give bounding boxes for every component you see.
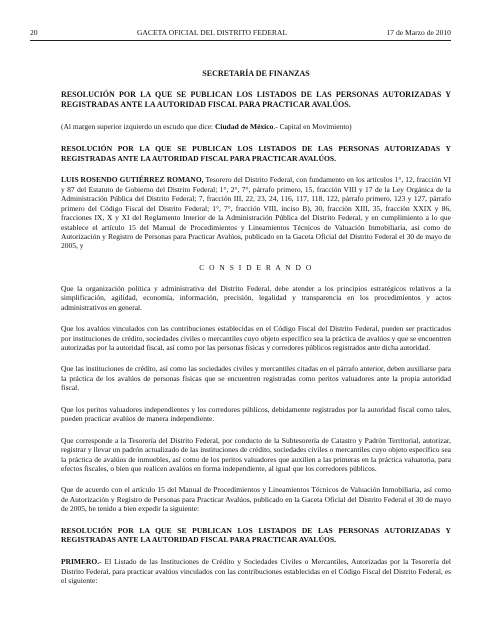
publication-name: GACETA OFICIAL DEL DISTRITO FEDERAL xyxy=(136,28,288,37)
resolution-title-final: RESOLUCIÓN POR LA QUE SE PUBLICAN LOS LISTADOS DE LAS PERSONAS AUTORIZADAS Y REGISTRADAS ANTE LA AUTORIDAD FISCAL PARA PRACTICAR AVALÚOS. xyxy=(61,525,451,545)
considerando-paragraph-4: Que los peritos valuadores independientes y los corredores públicos, debidamente registrados por la autoridad fiscal como tales, pueden practicar avalúos de manera independiente. xyxy=(61,404,451,424)
page-number: 20 xyxy=(30,28,38,37)
page-header xyxy=(30,28,451,37)
margin-note xyxy=(61,122,451,131)
resolution-title: RESOLUCIÓN POR LA QUE SE PUBLICAN LOS LISTADOS DE LAS PERSONAS AUTORIZADAS Y REGISTRADAS ANTE LA AUTORIDAD FISCAL PARA PRACTICAR AVALÚOS. xyxy=(61,90,451,110)
considerando-paragraph-2: Que los avalúos vinculados con las contribuciones establecidas en el Código Fiscal del Distrito Federal, pueden ser practicados por instituciones de crédito, sociedades civiles o mercantiles cuyo objeto específico sea la práctica de avalúos y que se encuentren autorizadas por la autoridad fiscal, así como por las personas físicas y corredores públicos registrados ante dicha autoridad. xyxy=(61,324,451,353)
primero-label: PRIMERO.- xyxy=(61,557,102,567)
considerando-paragraph-3: Que las instituciones de crédito, así como las sociedades civiles y mercantiles citadas en el párrafo anterior, deben auxiliarse para la práctica de los avalúos de personas físicas que se encuentren registradas como peritos valuadores ante la propia autoridad fiscal. xyxy=(61,364,451,393)
considerando-paragraph-6: Que de acuerdo con el artículo 15 del Manual de Procedimientos y Lineamientos Técnicos de Valuación Inmobiliaria, así como de Autorización y Registro de Personas para Practicar Avalúos, publicado en la Gaceta Oficial del Distrito Federal el 30 de mayo de 2005, he tenido a bien expedir la siguiente: xyxy=(61,485,451,514)
treasurer-name: LUIS ROSENDO GUTIÉRREZ ROMANO, xyxy=(61,175,204,185)
considerando-paragraph-5: Que corresponde a la Tesorería del Distrito Federal, por conducto de la Subtesorería de Catastro y Padrón Territorial, autorizar, registrar y llevar un padrón actualizado de las instituciones de crédito, sociedades civiles o mercantiles cuyo objeto específico sea la práctica de avalúos de inmuebles, así como de los peritos valuadores que auxilien a las primeras en la práctica valuatoria, para efectos fiscales, o bien que realicen avalúos en forma independiente, al igual que los corredores públicos. xyxy=(61,435,451,473)
intro-text: Tesorero del Distrito Federal, con fundamento en los artículos 1°, 12, fracción VI y 87 del Estatuto de Gobierno del Distrito Federal; 1°, 2°, 7°, párrafo primero, 15, fracción VIII y 17 de la Ley Orgánica de la Administración Pública del Distrito Federal; 7, fracción III, 22, 23, 24, 116, 117, 118, 122, párrafo primero, 123 y 127, párrafo primero del Código Fiscal del Distrito Federal; 1°, 7°, fracción VIII, inciso B), 30, fracción XIII, 35, fracción XXIX y 86, fracciones IX, X y XI del Reglamento Interior de la Administración Pública del Distrito Federal, y en cumplimiento a lo que establece el artículo 15 del Manual de Procedimientos y Lineamientos Técnicos de Valuación Inmobiliaria, así como de Autorización y Registro de Personas para Practicar Avalúos, publicado en la Gaceta Oficial del Distrito Federal el 30 de mayo de 2005, y xyxy=(61,175,451,251)
header-rule xyxy=(30,40,451,41)
intro-paragraph xyxy=(61,175,451,251)
section-title: SECRETARÍA DE FINANZAS xyxy=(202,69,310,78)
margin-note-pre: (Al margen superior izquierdo un escudo que dice: xyxy=(61,122,215,132)
margin-note-post: .- Capital en Movimiento) xyxy=(273,122,352,132)
document-body xyxy=(61,69,451,597)
publication-date: 17 de Marzo de 2010 xyxy=(386,28,451,37)
considerando-heading: C O N S I D E R A N D O xyxy=(199,262,313,272)
considerando-paragraph-1: Que la organización política y administrativa del Distrito Federal, debe atender a los principios estratégicos relativos a la simplificación, agilidad, economía, información, precisión, legalidad y transparencia en los procedimientos y actos administrativos en general. xyxy=(61,283,451,312)
margin-note-city: Ciudad de México xyxy=(214,122,274,132)
resolution-title-repeat: RESOLUCIÓN POR LA QUE SE PUBLICAN LOS LISTADOS DE LAS PERSONAS AUTORIZADAS Y REGISTRADAS ANTE LA AUTORIDAD FISCAL PARA PRACTICAR AVALÚOS. xyxy=(61,143,451,163)
primero-text: El Listado de las Instituciones de Crédito y Sociedades Civiles o Mercantiles, Autorizadas por la Tesorería del Distrito Federal, para practicar avalúos vinculados con las contribuciones establecidas en el Código Fiscal del Distrito Federal, es el siguiente: xyxy=(61,557,451,586)
primero-paragraph xyxy=(61,557,451,585)
